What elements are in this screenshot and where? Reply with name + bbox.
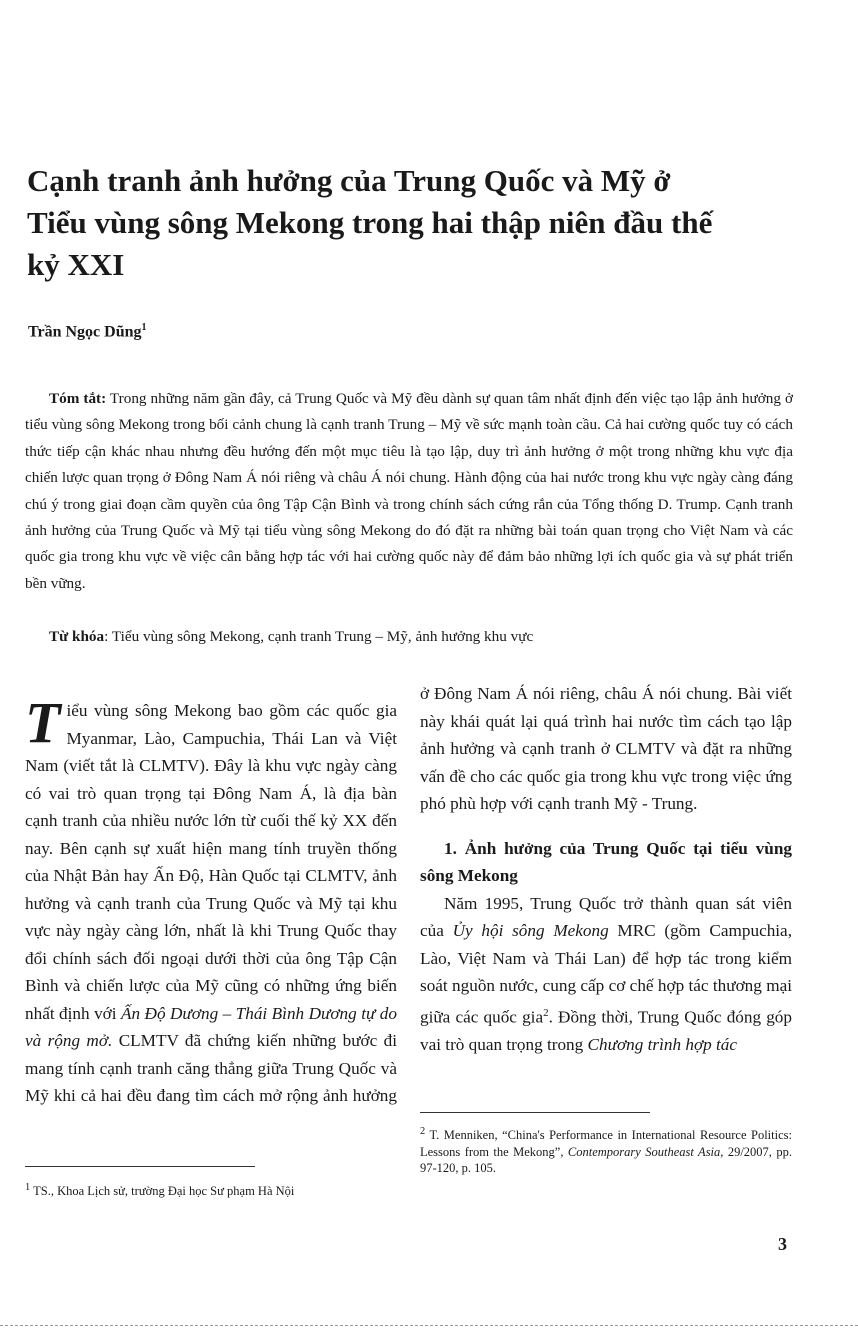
intro-text-a: iểu vùng sông Mekong bao gồm các quốc gia Myanmar, Lào, Campuchia, Thái Lan và Việt Nam (viết tắt là CLMTV). Đây là khu vực ngày càng có vai trò quan trọng tại Đông Nam Á, là địa bàn cạnh tranh của nhiều nước lớn từ cuối thế kỷ XX đến nay. Bên cạnh sự xuất hiện mang tính truyền thống của Nhật Bản hay Ấn Độ, Hàn Quốc tại CLMTV, ảnh hưởng và cạnh tranh của Trung Quốc và Mỹ tại khu vực này ngày càng lớn, nhất là khi Trung Quốc thay đổi chính sách đối ngoại dưới thời của ông Tập Cận Bình và chiến lược của Mỹ cũng có những ứng biến nhất định với [25,701,397,1023]
abstract [25,386,793,597]
footnote-2 [420,1124,792,1177]
footnote-2-mark: 2 [420,1126,426,1137]
page-number: 3 [778,1234,787,1254]
cooperation-programme-name: Chương trình hợp tác [587,1034,738,1054]
footnote-1-text: TS., Khoa Lịch sử, trường Đại học Sư phạm Hà Nội [30,1184,295,1199]
page-bottom-edge [0,1325,858,1326]
keywords-text: : Tiểu vùng sông Mekong, cạnh tranh Trung – Mỹ, ảnh hưởng khu vực [104,628,534,645]
section-1-text-a: Năm 1995, Trung Quốc trở thành quan sát viên của [420,893,792,941]
footnote-2-ref: 2 [543,1006,549,1019]
abstract-label: Tóm tắt: [49,390,107,407]
drop-cap: T [25,690,61,756]
footnote-1 [25,1180,397,1199]
section-1-text-c: . Đồng thời, Trung Quốc đóng góp vai trò quan trọng trong [420,1007,792,1054]
body-text-flow [25,680,792,1110]
footnote-1-mark: 1 [25,1182,31,1193]
footnote-2-journal: Contemporary Southeast Asia [567,1144,721,1159]
abstract-text: Trong những năm gần đây, cả Trung Quốc và Mỹ đều dành sự quan tâm nhất định đến việc tạo lập ảnh hưởng ở tiểu vùng sông Mekong trong bối cảnh chung là cạnh tranh Trung – Mỹ về sức mạnh toàn cầu. Cả hai cường quốc tuy có cách thức tiếp cận khác nhau nhưng đều hướng đến một mục tiêu là tạo lập, duy trì ảnh hưởng ở một trong những khu vực địa chiến lược quan trọng ở Đông Nam Á nói riêng và châu Á nói chung. Hành động của hai nước trong khu vực ngày càng đáng chú ý trong giai đoạn cầm quyền của ông Tập Cận Bình và trong chính sách cứng rắn của Tổng thống D. Trump. Cạnh tranh ảnh hưởng của Trung Quốc và Mỹ tại tiểu vùng sông Mekong do đó đặt ra những bài toán quan trọng cho Việt Nam và các quốc gia trong khu vực về việc cân bằng hợp tác với hai cường quốc này để đảm bảo những lợi ích quốc gia và sự phát triển bền vững. [25,390,793,592]
section-1-text-b: MRC (gồm Campuchia, Lào, Việt Nam và Thái Lan) để hợp tác trong kiểm soát nguồn nước, cung cấp cơ chế hợp tác thương mại giữa các quốc gia [420,921,792,1027]
intro-text-italic: Ấn Độ Dương – Thái Bình Dương tự do và rộng mở. [25,1003,397,1051]
section-1-heading: 1. Ảnh hưởng của Trung Quốc tại tiểu vùng sông Mekong [420,838,792,886]
keywords-label: Từ khóa [49,628,105,645]
article-title: Cạnh tranh ảnh hưởng của Trung Quốc và Mỹ ở Tiểu vùng sông Mekong trong hai thập niên đầu thế kỷ XXI [27,163,713,282]
footnote-2-text-a: T. Menniken, “China's Performance in International Resource Politics: Lessons from the Mekong”, [420,1128,792,1159]
author-name-text: Trần Ngọc Dũng [28,323,142,341]
footnote-2-text-b: , 29/2007, pp. 97-120, p. 105. [420,1144,792,1176]
footnote-rule-right [420,1112,650,1113]
author-footnote-mark: 1 [141,322,147,333]
keywords [49,626,799,648]
footnote-rule-left [25,1166,255,1167]
author-name [28,322,147,341]
section-1-paragraph [420,890,792,1059]
mekong-commission-name: Ủy hội sông Mekong [452,921,609,941]
intro-text-b: CLMTV đã chứng kiến những bước đi mang tính cạnh tranh căng thẳng giữa Trung Quốc và Mỹ khi cả hai đều đang tìm cách mở rộng ảnh hưởng ở Đông Nam Á nói riêng, châu Á nói chung. Bài viết này khái quát lại quá trình hai nước tìm cách tạo lập ảnh hưởng và cạnh tranh ở CLMTV và đặt ra những vấn đề cho các quốc gia trong khu vực trong việc ứng phó phù hợp với cạnh tranh Mỹ - Trung. [25,684,792,1106]
